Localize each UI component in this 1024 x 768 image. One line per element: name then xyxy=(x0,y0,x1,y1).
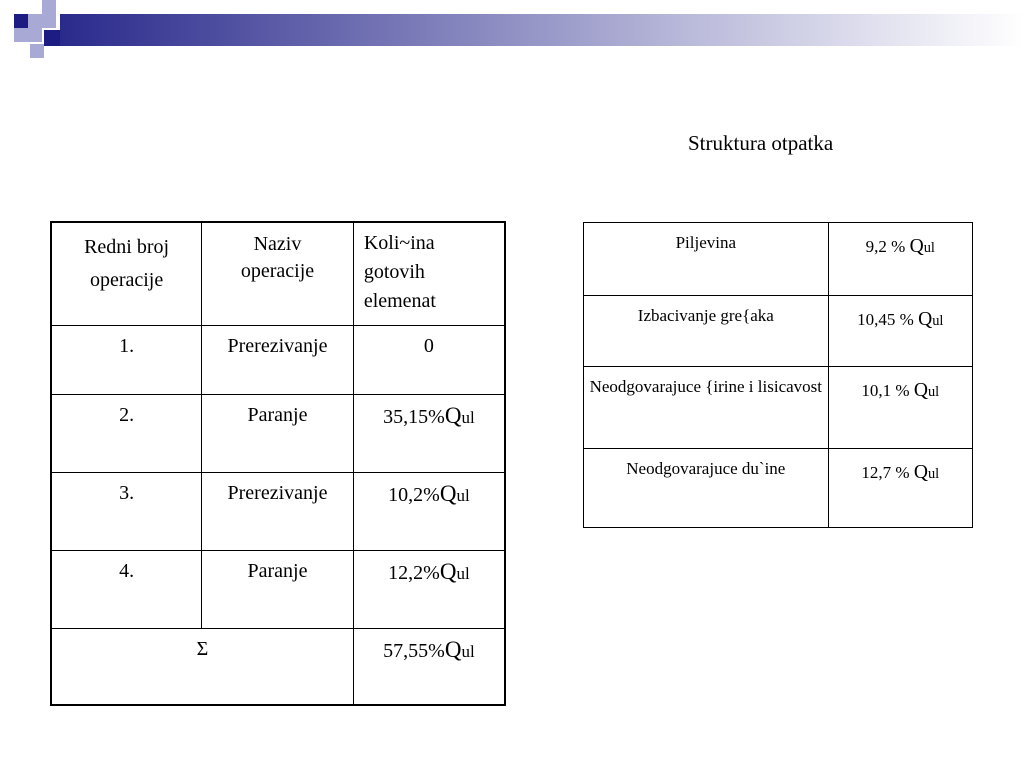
table-row xyxy=(584,367,973,449)
table-row xyxy=(584,223,973,296)
waste-value-cell xyxy=(828,223,972,296)
waste-value: 10,1 % xyxy=(861,381,914,400)
header-square-light-1 xyxy=(28,14,42,28)
quantity-unit-sub: ul xyxy=(456,563,470,583)
header-line: elemenat xyxy=(363,290,436,312)
header-line: Naziv xyxy=(253,233,302,255)
table-row xyxy=(584,449,973,528)
waste-unit: Q xyxy=(909,236,924,257)
header-square-light-5 xyxy=(42,14,56,28)
waste-label: Neodgovarajuce du`ine xyxy=(584,449,829,528)
sum-cell xyxy=(353,628,505,705)
sum-value: 57,55% xyxy=(383,639,445,662)
quantity-unit: Q xyxy=(439,480,457,506)
header-square-light-3 xyxy=(14,28,28,42)
table-row xyxy=(584,296,973,367)
quantity-unit-sub: ul xyxy=(461,407,475,427)
header-cell-qty xyxy=(353,222,505,325)
header-square-light-4 xyxy=(28,28,42,42)
waste-value: 9,2 % xyxy=(865,237,910,256)
quantity-cell xyxy=(353,325,505,394)
sum-row xyxy=(51,628,505,705)
operation-name: Prerezivanje xyxy=(202,472,354,550)
header-gradient-bar xyxy=(60,14,1024,46)
page-title: Struktura otpatka xyxy=(688,131,834,155)
quantity-cell xyxy=(353,550,505,628)
quantity-cell xyxy=(353,472,505,550)
quantity-unit: Q xyxy=(444,402,462,428)
table-header-row xyxy=(51,222,505,325)
waste-value: 12,7 % xyxy=(861,463,914,482)
waste-structure-table xyxy=(583,222,973,528)
table-row xyxy=(51,550,505,628)
operation-name: Paranje xyxy=(202,394,354,472)
waste-unit-sub: ul xyxy=(932,313,944,329)
header-square-light-6 xyxy=(30,44,44,58)
header-line: Koli~ina xyxy=(363,232,435,254)
sum-unit-sub: ul xyxy=(461,641,475,661)
operations-table xyxy=(50,221,506,706)
waste-label: Izbacivanje gre{aka xyxy=(584,296,829,367)
waste-unit: Q xyxy=(918,309,933,330)
waste-unit: Q xyxy=(913,380,928,401)
quantity-value: 10,2% xyxy=(388,483,440,506)
header-line: operacije xyxy=(240,260,315,282)
waste-value-cell xyxy=(828,296,972,367)
quantity-unit: Q xyxy=(439,558,457,584)
sum-symbol: Σ xyxy=(51,628,353,705)
table-row xyxy=(51,394,505,472)
waste-unit: Q xyxy=(913,462,928,483)
header-square-light-2 xyxy=(42,0,56,14)
quantity-unit-sub: ul xyxy=(456,485,470,505)
table-row xyxy=(51,472,505,550)
header-line: gotovih xyxy=(363,261,425,283)
header-cell-name xyxy=(202,222,354,325)
operation-name: Paranje xyxy=(202,550,354,628)
row-number: 1. xyxy=(51,325,202,394)
waste-value-cell xyxy=(828,449,972,528)
header-cell-no xyxy=(51,222,202,325)
operation-name: Prerezivanje xyxy=(202,325,354,394)
row-number: 2. xyxy=(51,394,202,472)
header-line: Redni broj xyxy=(84,236,170,258)
row-number: 3. xyxy=(51,472,202,550)
sum-unit: Q xyxy=(444,636,462,662)
table-row xyxy=(51,325,505,394)
quantity-cell xyxy=(353,394,505,472)
quantity-value: 0 xyxy=(423,334,434,357)
waste-unit-sub: ul xyxy=(927,384,940,400)
header-square-dark-1 xyxy=(14,14,28,28)
waste-unit-sub: ul xyxy=(923,240,935,256)
waste-unit-sub: ul xyxy=(927,466,940,482)
waste-label: Piljevina xyxy=(584,223,829,296)
waste-label: Neodgovarajuce {irine i lisicavost xyxy=(584,367,829,449)
header-square-dark-2 xyxy=(44,30,60,46)
waste-value-cell xyxy=(828,367,972,449)
quantity-value: 35,15% xyxy=(383,405,445,428)
waste-value: 10,45 % xyxy=(857,310,919,329)
quantity-value: 12,2% xyxy=(388,561,440,584)
header-line: operacije xyxy=(89,269,164,291)
row-number: 4. xyxy=(51,550,202,628)
